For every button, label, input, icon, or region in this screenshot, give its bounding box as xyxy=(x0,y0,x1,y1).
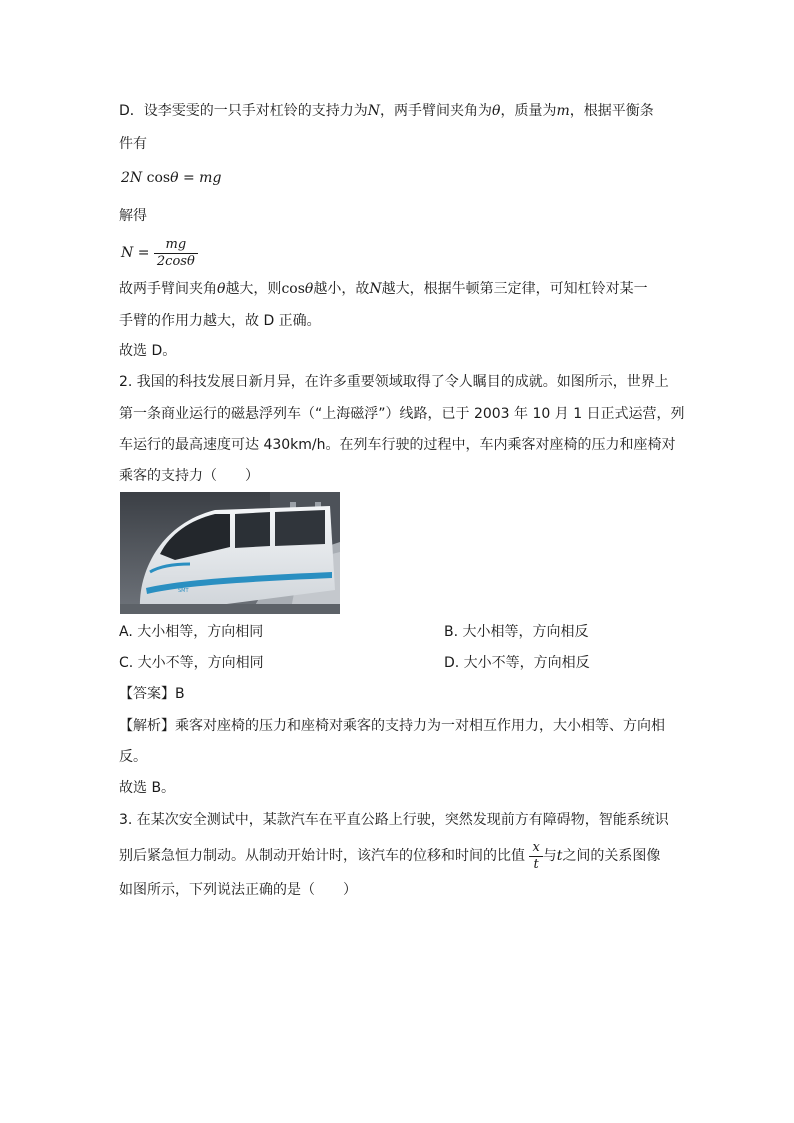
q2-analysis-line-2: 反。 xyxy=(119,749,147,765)
text-segment: 之间的关系图像 xyxy=(562,848,661,864)
math-n: N xyxy=(369,281,382,297)
text-segment: 越大，则 xyxy=(225,281,282,297)
text-segment: ，质量为 xyxy=(500,103,557,119)
q2-line-3: 车运行的最高速度可达 430km/h。在列车行驶的过程中，车内乘客对座椅的压力和座椅对 xyxy=(119,437,676,453)
text-segment: ，根据平衡条 xyxy=(569,103,654,119)
choice-d: 故选 D。 xyxy=(119,343,177,359)
eq1-theta: θ xyxy=(170,170,179,186)
q2-option-d: D. 大小不等，方向相反 xyxy=(444,655,590,671)
answer-value: B xyxy=(175,686,185,702)
equation-2 xyxy=(121,236,198,270)
conclusion-line-2: 手臂的作用力越大，故 D 正确。 xyxy=(119,313,321,329)
q2-line-2: 第一条商业运行的磁悬浮列车（“上海磁浮”）线路，已于 2003 年 10 月 1 日正式运营，列 xyxy=(119,406,685,422)
math-cos: cos xyxy=(281,281,305,297)
eq1-rhs: = mg xyxy=(182,170,222,186)
math-theta: θ xyxy=(304,281,314,297)
answer-tag: 【答案】 xyxy=(119,686,175,702)
option-d-line-1 xyxy=(119,101,654,121)
q2-option-b: B. 大小相等，方向相反 xyxy=(444,624,589,640)
fraction-denominator: t xyxy=(529,856,542,873)
eq2-numerator: mg xyxy=(165,236,187,252)
text-segment: ，两手臂间夹角为 xyxy=(380,103,493,119)
eq2-fraction xyxy=(154,237,198,270)
eq1-cos: cos xyxy=(146,170,171,186)
math-n: N xyxy=(367,103,381,119)
option-d-line-2: 件有 xyxy=(119,136,147,152)
x-over-t-fraction xyxy=(529,840,542,873)
q3-line-2 xyxy=(119,838,660,874)
eq2-lhs: N = xyxy=(121,245,150,261)
equation-1 xyxy=(121,168,221,188)
fraction-numerator: x xyxy=(532,839,540,855)
text-segment: D．设李雯雯的一只手对杠铃的支持力为 xyxy=(119,103,368,119)
math-theta: θ xyxy=(492,103,501,119)
maglev-train-photo xyxy=(120,492,340,614)
analysis-tag: 【解析】 xyxy=(119,718,175,734)
text-segment: 越小，故 xyxy=(313,281,370,297)
q2-choice: 故选 B。 xyxy=(119,780,176,796)
text-segment: 与 xyxy=(542,848,557,864)
q2-answer xyxy=(119,684,185,704)
q2-option-a: A. 大小相等，方向相同 xyxy=(119,624,264,640)
conclusion-line-1 xyxy=(119,279,648,299)
analysis-text: 乘客对座椅的压力和座椅对乘客的支持力为一对相互作用力，大小相等、方向相 xyxy=(175,718,665,734)
q2-line-1: 2. 我国的科技发展日新月异，在许多重要领域取得了令人瞩目的成就。如图所示，世界上 xyxy=(119,374,669,390)
q2-line-4: 乘客的支持力（ ） xyxy=(119,468,259,484)
q3-line-3: 如图所示，下列说法正确的是（ ） xyxy=(119,882,357,898)
q3-line-1: 3. 在某次安全测试中，某款汽车在平直公路上行驶，突然发现前方有障碍物，智能系统识 xyxy=(119,812,669,828)
eq1-lhs: 2N xyxy=(121,170,143,186)
train-logo-text: SMT xyxy=(178,588,189,594)
eq2-denominator: 2cosθ xyxy=(154,253,198,270)
math-m: m xyxy=(556,103,570,119)
math-t: t xyxy=(556,848,563,864)
jiede-label: 解得 xyxy=(119,208,147,224)
text-segment: 越大，根据牛顿第三定律，可知杠铃对某一 xyxy=(381,281,648,297)
q2-option-c: C. 大小不等，方向相同 xyxy=(119,655,264,671)
text-segment: 故两手臂间夹角 xyxy=(119,281,217,297)
maglev-train-illustration xyxy=(120,492,340,614)
text-segment: 别后紧急恒力制动。从制动开始计时，该汽车的位移和时间的比值 xyxy=(119,848,525,864)
q2-analysis-line-1 xyxy=(119,716,665,736)
math-theta: θ xyxy=(217,281,226,297)
